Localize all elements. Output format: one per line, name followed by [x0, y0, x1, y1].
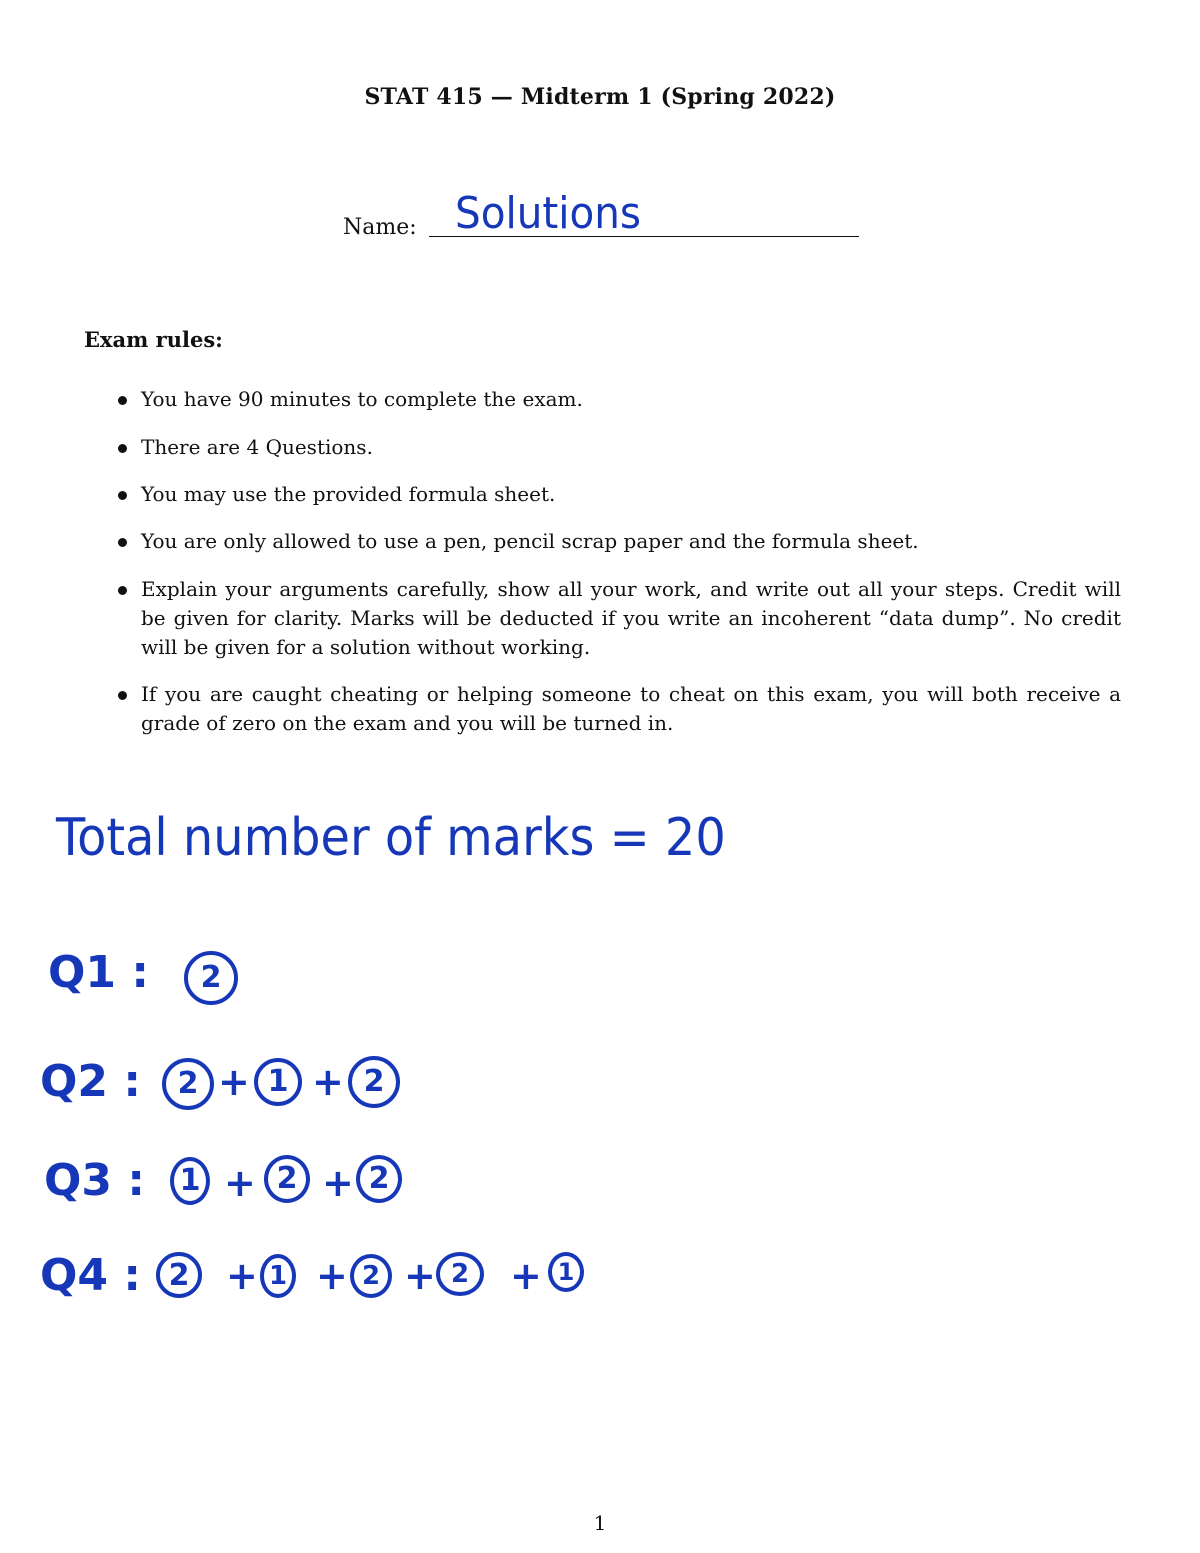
mark-circle: 2	[348, 1056, 400, 1108]
bullet-icon	[118, 491, 127, 500]
plus-sign: +	[312, 1060, 344, 1104]
q3-marks-row	[44, 1155, 444, 1219]
q4-label: Q4 :	[40, 1250, 141, 1301]
q2-label: Q2 :	[40, 1056, 141, 1107]
rule-text: You may use the provided formula sheet.	[141, 482, 556, 506]
q3-label: Q3 :	[44, 1155, 145, 1206]
bullet-icon	[118, 444, 127, 453]
mark-circle: 2	[264, 1155, 310, 1203]
plus-sign: +	[224, 1161, 256, 1205]
plus-sign: +	[218, 1060, 250, 1104]
mark-circle: 2	[436, 1252, 484, 1296]
q1-marks-row	[48, 947, 348, 1011]
plus-sign: +	[226, 1254, 258, 1298]
plus-sign: +	[404, 1254, 436, 1298]
rule-text: If you are caught cheating or helping someone to cheat on this exam, you will both receive a grade of zero on the exam and you will be turned in.	[141, 682, 1121, 735]
bullet-icon	[118, 691, 127, 700]
plus-sign: +	[322, 1161, 354, 1205]
mark-circle: 1	[254, 1058, 302, 1106]
mark-circle: 2	[162, 1058, 214, 1110]
handwritten-name: Solutions	[455, 188, 641, 239]
exam-title: STAT 415 — Midterm 1 (Spring 2022)	[364, 84, 836, 110]
mark-circle: 2	[356, 1155, 402, 1203]
q4-marks-row	[40, 1250, 600, 1314]
rules-heading: Exam rules:	[84, 327, 223, 352]
plus-sign: +	[510, 1254, 542, 1298]
rule-text: You are only allowed to use a pen, pencil scrap paper and the formula sheet.	[141, 529, 919, 553]
mark-circle: 1	[548, 1252, 584, 1292]
bullet-icon	[118, 538, 127, 547]
page-number: 1	[593, 1511, 607, 1535]
mark-circle: 2	[156, 1252, 202, 1298]
mark-circle: 2	[184, 951, 238, 1005]
bullet-icon	[118, 586, 127, 595]
plus-sign: +	[316, 1254, 348, 1298]
name-field	[343, 188, 863, 248]
mark-circle: 1	[170, 1157, 210, 1205]
rule-text: You have 90 minutes to complete the exam.	[141, 387, 583, 411]
q2-marks-row	[40, 1056, 440, 1120]
q1-label: Q1 :	[48, 947, 149, 998]
mark-circle: 1	[260, 1254, 296, 1298]
rule-text: There are 4 Questions.	[141, 435, 373, 459]
handwritten-total-marks: Total number of marks = 20	[56, 808, 726, 868]
name-label: Name:	[343, 215, 417, 240]
mark-circle: 2	[350, 1254, 392, 1298]
bullet-icon	[118, 396, 127, 405]
rule-text: Explain your arguments carefully, show all your work, and write out all your steps. Credit will be given for clarity. Marks will be deducted if you write an incoherent “data dump”. No credit will be given for a solution without working.	[141, 577, 1121, 659]
